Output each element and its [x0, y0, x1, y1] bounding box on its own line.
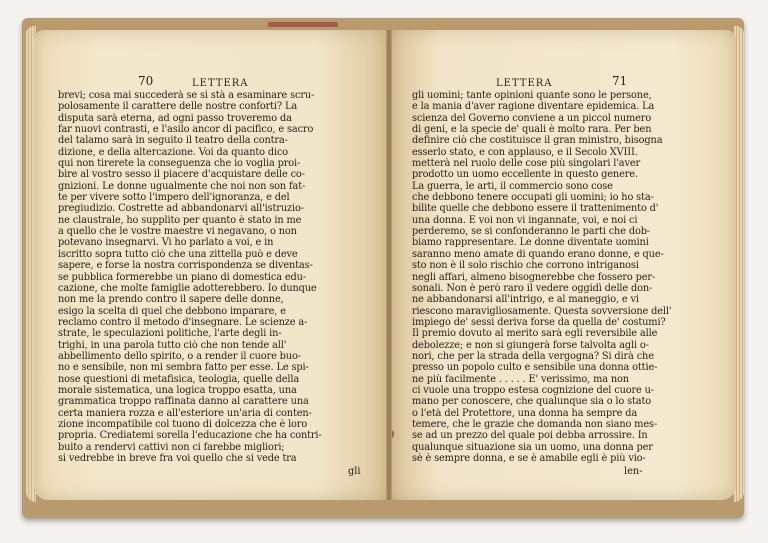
text-line: nori, che per la strada della vergogna? Si dirà che — [412, 350, 654, 362]
text-line: presso un popolo culto e sensibile una donna ottie- — [412, 362, 658, 374]
text-line: pregiudizio. Costrette ad abbandonarvi all'istruzio- — [58, 203, 304, 215]
text-line: buito a rendervi cattivi non ci farebbe migliori; — [58, 441, 285, 453]
text-line: esserlo stato, e con applauso, e il Secolo XVIII. — [412, 146, 638, 158]
text-line: bire al vostro sesso il piacere d'acquistare delle co- — [58, 169, 305, 181]
text-line: cazione, che molte famiglie adotterebbero. Io dunque — [58, 282, 317, 294]
text-line: abbellimento dello spirito, o a render il cuore buo- — [58, 350, 301, 362]
text-line: sto non è il solo rischio che corrono intriganosi — [412, 260, 639, 272]
catchword: len- — [624, 466, 643, 477]
text-line: La guerra, le arti, il commercio sono cose — [412, 180, 613, 192]
text-line: ne più facilmente . . . . . E' verissimo, ma non — [412, 373, 629, 385]
text-line: saranno meno amate di quando erano donne, e que- — [412, 248, 664, 260]
page-text — [412, 90, 712, 464]
text-line: sapere, e forse la nostra corrispondenza se diventas- — [58, 260, 313, 272]
text-line: iscritto sopra tutto ciò che una zittella può e deve — [58, 248, 298, 260]
text-line: strate, le speculazioni politiche, l'arte degli in- — [58, 328, 282, 340]
text-line: impiego de' sessi deriva forse da quella de' costumi? — [412, 316, 666, 328]
left-page — [34, 30, 386, 500]
text-line: nose questioni di metafisica, teologia, quelle della — [58, 373, 300, 385]
text-line: esigo la scelta di quel che debbono imparare, e — [58, 305, 286, 317]
text-line: o l'età del Protettore, una donna ha sempre da — [412, 407, 638, 419]
text-line: potevano insegnarvi. Vi ho parlato a voi, e in — [58, 237, 274, 249]
text-line: qui non tirerete la conseguenza che io voglia proi- — [58, 158, 301, 170]
text-line: scienza del Governo conviene a un piccol numero — [412, 112, 652, 124]
text-line: debolezze; e non si giungerà forse talvolta agli o- — [412, 339, 649, 351]
text-line: di geni, e la specie de' quali è molto rara. Per ben — [412, 124, 652, 136]
text-line: bilite quelle che debbono essere il trattenimento d' — [412, 203, 659, 215]
text-line: trighi, in una parola tutto ciò che non tende all' — [58, 339, 287, 351]
text-line: ne abbandonarsi all'intrigo, e al maneggio, e vi — [412, 294, 639, 306]
page-number: 71 — [612, 74, 628, 88]
text-line: se pubblica formerebbe un piano di domestica edu- — [58, 271, 306, 283]
text-line: definire ciò che costituisce il gran ministro, bisogna — [412, 135, 663, 147]
text-line: biamo rappresentare. Le donne diventate uomini — [412, 237, 649, 249]
text-line: ne claustrale, ho supplito per quanto è stato in me — [58, 214, 302, 226]
text-line: dizione, e della altercazione. Voi da quanto dico — [58, 146, 289, 158]
text-line: perderemo, se si confonderanno le parti che dob- — [412, 226, 650, 238]
text-line: Il premio dovuto al merito sarà egli reversibile alle — [412, 328, 658, 340]
text-line: gli uomini; tante opinioni quante sono le persone, — [412, 90, 652, 101]
text-line: che debbono tenere occupati gli uomini; io ho sta- — [412, 192, 654, 204]
text-line: brevi; cosa mai succederà se si stà a esaminare scru- — [58, 90, 315, 101]
text-line: una donna. E voi non vi ingannate, voi, e noi ci — [412, 214, 638, 226]
text-line: morale sistematica, una logica troppo esatta, una — [58, 384, 297, 396]
text-line: grammatica troppo raffinata danno al carattere una — [58, 396, 309, 408]
text-line: metterà nel ruolo delle cose più singolari l'aver — [412, 158, 641, 170]
text-line: ci vuole una troppo estesa cognizione del cuore u- — [412, 384, 654, 396]
text-line: te per vivere sotto l'impero dell'ignoranza, e del — [58, 192, 290, 204]
text-line: qualunque situazione sia un uomo, una donna per — [412, 441, 653, 453]
page-number: 70 — [138, 74, 154, 88]
text-line: mano per conoscere, che qualunque sia o lo stato — [412, 396, 652, 408]
text-line: propria. Crediatemi sorella l'educazione che ha contri- — [58, 430, 322, 442]
text-line: e la mania d'aver ragione diventare epidemica. La — [412, 101, 655, 113]
running-head: LETTERA — [496, 78, 553, 89]
text-line: si vedrebbe in breve fra voi quello che si vede tra — [58, 453, 297, 464]
text-line: sè è sempre donna, e se è amabile egli è più vio- — [412, 453, 646, 464]
text-line: zione incompatibile col tuono di dolcezza che è loro — [58, 418, 308, 430]
text-line: certa maniera rozza e all'esteriore un'aria di conten- — [58, 407, 312, 419]
catchword: gli — [348, 466, 361, 477]
text-line: del talamo sarà in seguito il teatro della contra- — [58, 135, 288, 147]
text-line: temere, che le grazie che domanda non siano mes- — [412, 418, 658, 430]
text-line: disputa sarà eterna, ad ogni passo troveremo da — [58, 112, 292, 124]
text-line: reclamo contro il metodo d'insegnare. Le scienze a- — [58, 316, 308, 328]
right-page — [392, 30, 736, 500]
running-head: LETTERA — [192, 78, 249, 89]
text-line: non me la prendo contro il sapere delle donne, — [58, 294, 284, 306]
text-line: prodotto un uomo eccellente in questo genere. — [412, 169, 638, 181]
text-line: gnizioni. Le donne ugualmente che noi non son fat- — [58, 180, 306, 192]
text-line: sonali. Non è però raro il vedere oggidì delle don- — [412, 282, 653, 294]
text-line: polosamente il carattere delle nostre conforti? La — [58, 101, 298, 113]
text-line: far nuovi contrasti, e l'asilo ancor di pacifico, e sacro — [58, 124, 314, 136]
page-text — [58, 90, 370, 464]
text-line: negli affari, almeno bisognerebbe che fossero per- — [412, 271, 656, 283]
foxing-stain — [392, 430, 394, 438]
text-line: riescono maravigliosamente. Questa sovversione dell' — [412, 305, 672, 317]
text-line: a quello che le vostre maestre vi negavano, o non — [58, 226, 297, 238]
text-line: se ad un prezzo del quale poi debba arrossire. In — [412, 430, 648, 442]
spine-ribbon — [268, 22, 338, 27]
text-line: no e sensibile, non mi sembra fatto per esse. Le spi- — [58, 362, 309, 374]
